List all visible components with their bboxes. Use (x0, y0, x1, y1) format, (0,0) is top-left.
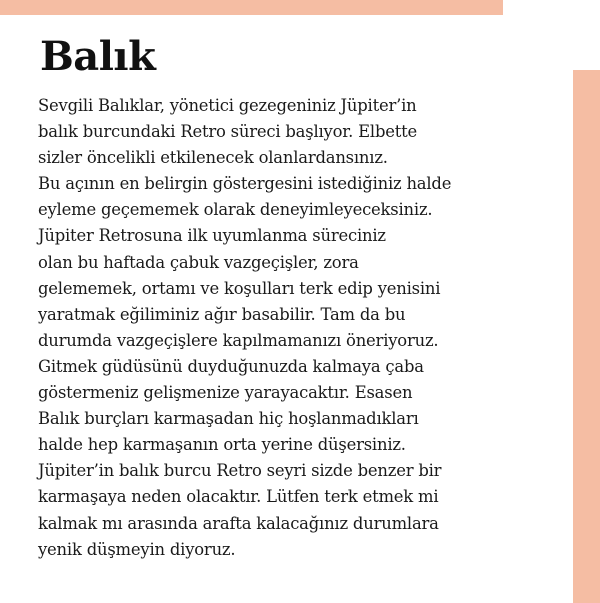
decorative-top-band (0, 0, 503, 15)
body-line: olan bu haftada çabuk vazgeçişler, zora (38, 252, 359, 272)
body-line: Jüpiter Retrosuna ilk uyumlanma süreciniz (38, 226, 386, 246)
body-line: kalmak mı arasında arafta kalacağınız durumlara (38, 513, 439, 533)
body-line: karmaşaya neden olacaktır. Lütfen terk etmek mi (38, 487, 439, 507)
body-line: yaratmak eğiliminiz ağır basabilir. Tam da bu (38, 304, 406, 324)
body-line: sizler öncelikli etkilenecek olanlardansınız. (38, 148, 388, 168)
body-line: Bu açının en belirgin göstergesini istediğiniz halde (38, 174, 452, 194)
article-card (14, 15, 573, 603)
body-line: gelememek, ortamı ve koşulları terk edip yenisini (38, 278, 441, 298)
body-line: Balık burçları karmaşadan hiç hoşlanmadıkları (38, 409, 419, 429)
body-line: Jüpiter’in balık burcu Retro seyri sizde benzer bir (38, 461, 442, 481)
article-body (38, 93, 583, 563)
body-line: halde hep karmaşanın orta yerine düşersiniz. (38, 435, 406, 455)
article-title: Balık (40, 33, 156, 80)
body-line: Gitmek güdüsünü duyduğunuzda kalmaya çaba (38, 356, 424, 376)
body-line: göstermeniz gelişmenize yarayacaktır. Esasen (38, 383, 413, 403)
body-line: balık burcundaki Retro süreci başlıyor. Elbette (38, 122, 418, 142)
body-line: yenik düşmeyin diyoruz. (38, 539, 236, 559)
body-line: eyleme geçememek olarak deneyimleyeceksiniz. (38, 200, 433, 220)
body-line: Sevgili Balıklar, yönetici gezegeniniz Jüpiter’in (38, 96, 417, 115)
body-line: durumda vazgeçişlere kapılmamanızı öneriyoruz. (38, 330, 439, 350)
